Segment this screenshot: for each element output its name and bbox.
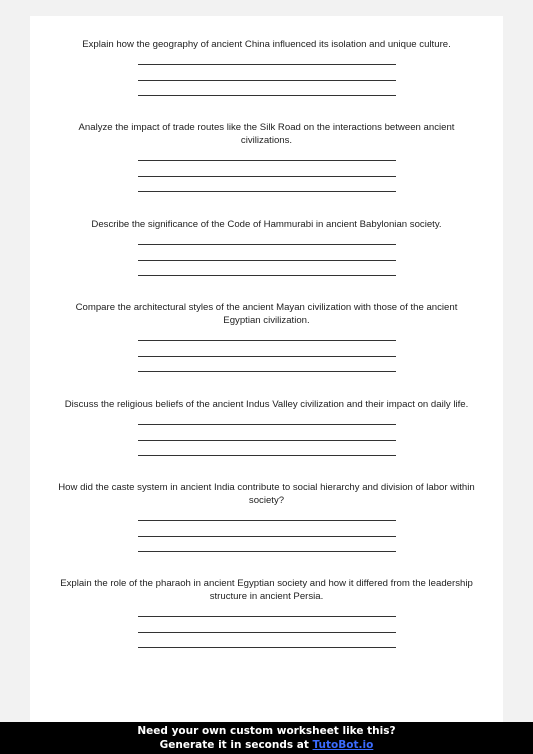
- answer-line[interactable]: [138, 65, 396, 81]
- answer-line[interactable]: [138, 633, 396, 649]
- answer-line[interactable]: [138, 411, 396, 425]
- question-text: Describe the significance of the Code of Hammurabi in ancient Babylonian society.: [91, 219, 442, 230]
- answer-line[interactable]: [138, 161, 396, 177]
- answer-line[interactable]: [138, 603, 396, 617]
- answer-line[interactable]: [138, 341, 396, 357]
- question-block: [30, 577, 503, 648]
- question-block: [30, 38, 503, 96]
- answer-line[interactable]: [138, 327, 396, 341]
- answer-lines: [138, 327, 396, 372]
- answer-lines: [138, 231, 396, 276]
- worksheet-page: [30, 16, 503, 722]
- question-block: [30, 218, 503, 276]
- answer-lines: [138, 507, 396, 552]
- answer-line[interactable]: [138, 521, 396, 537]
- answer-line[interactable]: [138, 441, 396, 457]
- question-block: [30, 398, 503, 456]
- question-text: Explain how the geography of ancient China influenced its isolation and unique culture.: [82, 39, 451, 50]
- answer-line[interactable]: [138, 231, 396, 245]
- tutobot-link[interactable]: TutoBot.io: [312, 739, 374, 751]
- question-text: Explain the role of the pharaoh in ancient Egyptian society and how it differed from the leadership structure in ancient Persia.: [60, 578, 473, 602]
- answer-lines: [138, 603, 396, 648]
- promo-footer: [0, 722, 533, 754]
- answer-line[interactable]: [138, 81, 396, 97]
- question-block: [30, 121, 503, 192]
- question-text: Discuss the religious beliefs of the ancient Indus Valley civilization and their impact on daily life.: [64, 399, 469, 410]
- answer-line[interactable]: [138, 261, 396, 277]
- answer-line[interactable]: [138, 425, 396, 441]
- answer-line[interactable]: [138, 51, 396, 65]
- promo-line-1: Need your own custom worksheet like this?: [137, 725, 396, 737]
- question-block: [30, 481, 503, 552]
- answer-line[interactable]: [138, 537, 396, 553]
- question-text: Compare the architectural styles of the ancient Mayan civilization with those of the ancient Egyptian civilization.: [75, 302, 458, 326]
- answer-lines: [138, 411, 396, 456]
- answer-line[interactable]: [138, 147, 396, 161]
- answer-line[interactable]: [138, 507, 396, 521]
- question-text: Analyze the impact of trade routes like the Silk Road on the interactions between ancient civilizations.: [78, 122, 455, 146]
- question-block: [30, 301, 503, 372]
- answer-line[interactable]: [138, 245, 396, 261]
- promo-line-2-text: Generate it in seconds at: [159, 739, 313, 751]
- answer-line[interactable]: [138, 357, 396, 373]
- answer-lines: [138, 147, 396, 192]
- answer-line[interactable]: [138, 617, 396, 633]
- answer-line[interactable]: [138, 177, 396, 193]
- question-text: How did the caste system in ancient India contribute to social hierarchy and division of labor within society?: [58, 482, 475, 506]
- promo-line-2: [0, 738, 533, 752]
- answer-lines: [138, 51, 396, 96]
